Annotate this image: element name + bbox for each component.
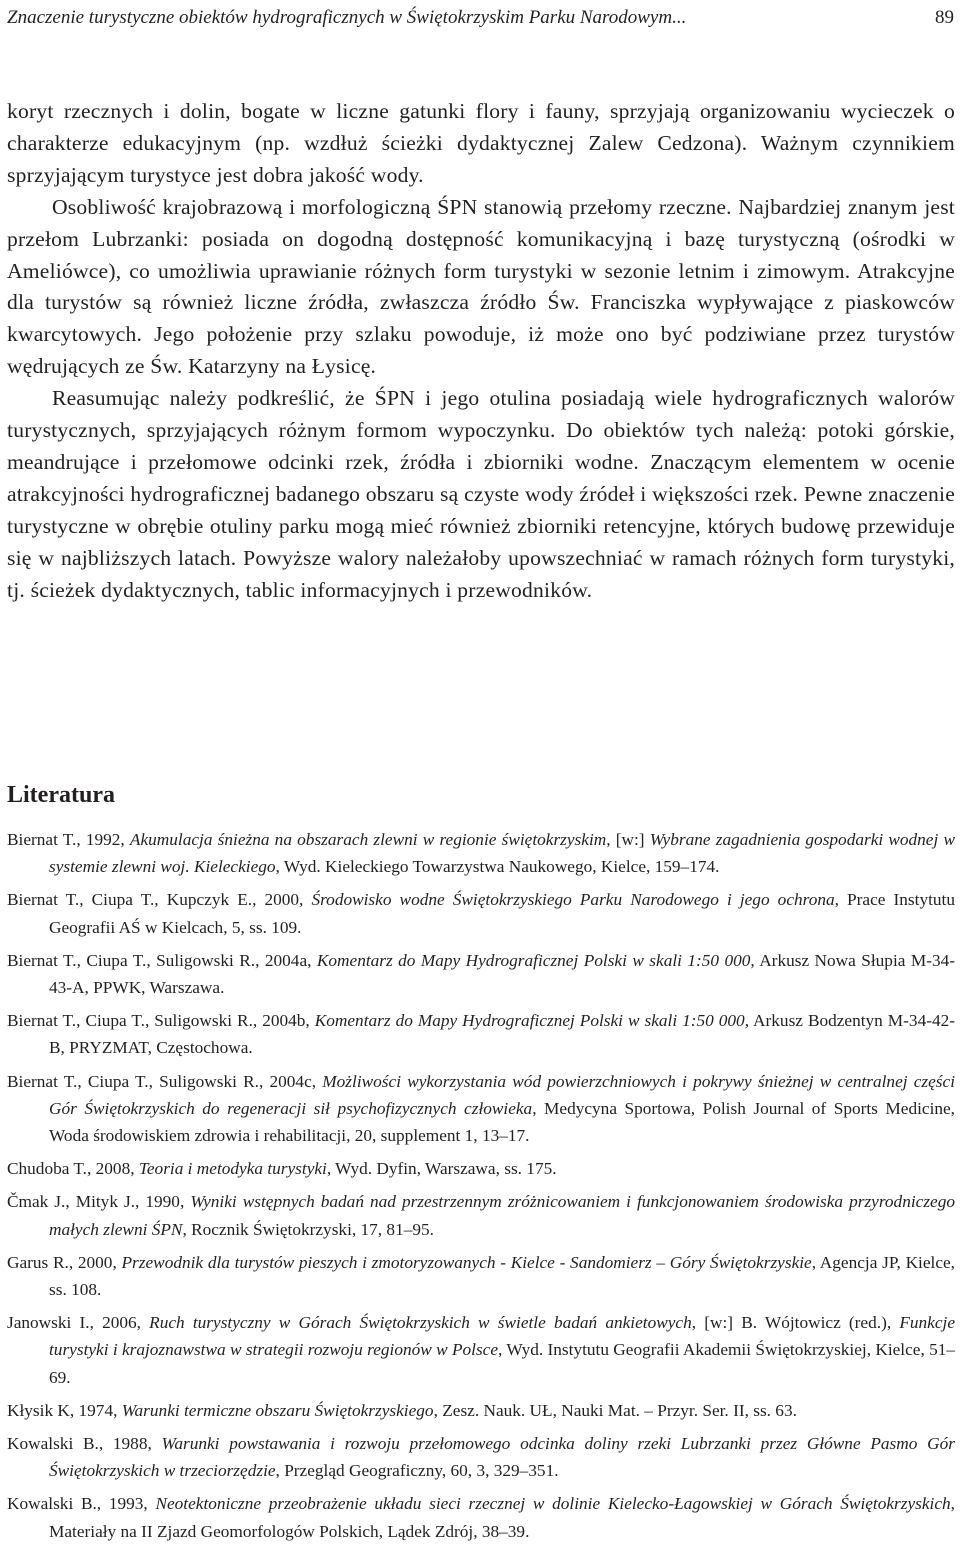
reference-entry [7, 1397, 955, 1424]
reference-title: Komentarz do Mapy Hydrograficznej Polski w skali 1:50 000 [314, 1011, 745, 1031]
reference-text: Čmak J., Mityk J., 1990, [7, 1192, 191, 1212]
reference-text: , Medycyna Sportowa, Polish Journal of Sports Medicine, Woda środowiskiem zdrowia i rehabilitacji, 20, supplement 1, 13–17. [49, 1098, 955, 1146]
reference-text: , Wyd. Kieleckiego Towarzystwa Naukowego, Kielce, 159–174. [275, 857, 720, 877]
running-header [7, 4, 954, 32]
reference-text: Kowalski B., 1988, [7, 1434, 162, 1454]
reference-text: , Arkusz Bodzentyn M-34-42-B, PRYZMAT, Częstochowa. [49, 1011, 956, 1058]
reference-text: , Przegląd Geograficzny, 60, 3, 329–351. [275, 1461, 559, 1481]
reference-text: Biernat T., Ciupa T., Suligowski R., 2004c, [7, 1071, 323, 1091]
reference-entry [7, 947, 955, 1001]
reference-title: Środowisko wodne Świętokrzyskiego Parku Narodowego i jego ochrona [311, 890, 835, 910]
literature-heading: Literatura [7, 782, 115, 808]
reference-title: Neotektoniczne przeobrażenie układu sieci rzecznej w dolinie Kielecko-Łagowskiej w Górach Świętokrzyskich [155, 1494, 951, 1514]
reference-title: Warunki powstawania i rozwoju przełomowego odcinka doliny rzeki Lubrzanki przez Główne Pasmo Gór Świętokrzyskich w trzeciorzędzie [49, 1434, 955, 1481]
paragraph: Osobliwość krajobrazową i morfologiczną ŚPN stanowią przełomy rzeczne. Najbardziej znanym jest przełom Lubrzanki: posiada on dogodną dostępność komunikacyjną i bazę turystyczną (ośrodki w Ameliówce), co umożliwia uprawianie różnych form turystyki w sezonie letnim i zimowym. Atrakcyjne dla turystów są również liczne źródła, zwłaszcza źródło Św. Franciszka wypływające z piaskowców kwarcytowych. Jego położenie przy szlaku powoduje, iż może ono być podziwiane przez turystów wędrujących ze Św. Katarzyny na Łysicę. [7, 194, 955, 379]
reference-entry [7, 886, 955, 940]
reference-text: Janowski I., 2006, [7, 1313, 150, 1333]
reference-entry [7, 1155, 955, 1182]
reference-text: , Prace Instytutu Geografii AŚ w Kielcach, 5, ss. 109. [49, 890, 955, 937]
reference-entry [7, 1309, 955, 1391]
reference-entry [7, 826, 955, 880]
reference-text: Kłysik K, 1974, [7, 1400, 122, 1420]
reference-text: , [w:] B. Wójtowicz (red.), [691, 1313, 900, 1333]
reference-text: , [w:] [606, 830, 650, 849]
reference-text: , Wyd. Instytutu Geografii Akademii Świętokrzyskiej, Kielce, 51–69. [49, 1340, 956, 1387]
reference-entry [7, 1068, 955, 1150]
reference-title: Teoria i metodyka turystyki [138, 1159, 327, 1179]
reference-text: , Rocznik Świętokrzyski, 17, 81–95. [182, 1219, 434, 1239]
reference-text: Biernat T., Ciupa T., Suligowski R., 2004b, [7, 1011, 315, 1031]
reference-title: Przewodnik dla turystów pieszych i zmotoryzowanych - Kielce - Sandomierz – Góry Świętokrzyskie [121, 1252, 812, 1272]
reference-text: , Materiały na II Zjazd Geomorfologów Polskich, Lądek Zdrój, 38–39. [49, 1494, 955, 1541]
reference-text: Kowalski B., 1993, [7, 1494, 156, 1514]
reference-title: Komentarz do Mapy Hydrograficznej Polski w skali 1:50 000 [316, 950, 751, 970]
reference-text: Biernat T., Ciupa T., Suligowski R., 2004a, [7, 950, 317, 970]
reference-entry [7, 1188, 955, 1242]
reference-entry [7, 1430, 955, 1484]
reference-text: Garus R., 2000, [7, 1252, 122, 1272]
reference-entry [7, 1249, 955, 1303]
reference-text: , Arkusz Nowa Słupia M-34-43-A, PPWK, Warszawa. [49, 950, 956, 998]
reference-text: , Zesz. Nauk. UŁ, Nauki Mat. – Przyr. Ser. II, ss. 63. [433, 1400, 797, 1420]
running-title: Znaczenie turystyczne obiektów hydrograficznych w Świętokrzyskim Parku Narodowym... [7, 7, 687, 28]
reference-title: Wybrane zagadnienia gospodarki wodnej w systemie zlewni woj. Kieleckiego [49, 830, 955, 877]
reference-text: Biernat T., Ciupa T., Kupczyk E., 2000, [7, 890, 312, 910]
reference-title: Warunki termiczne obszaru Świętokrzyskiego [121, 1400, 434, 1420]
page-number: 89 [935, 7, 954, 28]
reference-list [7, 826, 955, 1551]
reference-title: Funkcje turystyki i krajoznawstwa w strategii rozwoju regionów w Polsce [49, 1313, 955, 1360]
reference-title: Ruch turystyczny w Górach Świętokrzyskich w świetle badań ankietowych [149, 1313, 692, 1333]
paragraph: koryt rzecznych i dolin, bogate w liczne gatunki flory i fauny, sprzyjają organizowaniu wycieczek o charakterze edukacyjnym (np. wzdłuż ścieżki dydaktycznej Zalew Cedzona). Ważnym czynnikiem sprzyjającym turystyce jest dobra jakość wody. [7, 99, 955, 187]
body-text [7, 96, 955, 607]
reference-text: , Wyd. Dyfin, Warszawa, ss. 175. [326, 1159, 557, 1179]
reference-entry [7, 1007, 955, 1061]
reference-text: , Agencja JP, Kielce, ss. 108. [49, 1252, 955, 1300]
reference-text: Chudoba T., 2008, [7, 1159, 139, 1179]
reference-title: Akumulacja śnieżna na obszarach zlewni w regionie świętokrzyskim [129, 830, 607, 849]
reference-title: Wyniki wstępnych badań nad przestrzennym zróżnicowaniem i funkcjonowaniem środowiska przyrodniczego małych zlewni ŚPN [49, 1192, 955, 1239]
paragraph: Reasumując należy podkreślić, że ŚPN i jego otulina posiadają wiele hydrograficznych walorów turystycznych, sprzyjających różnym formom wypoczynku. Do obiektów tych należą: potoki górskie, meandrujące i przełomowe odcinki rzek, źródła i zbiorniki wodne. Znaczącym elementem w ocenie atrakcyjności hydrograficznej badanego obszaru są czyste wody źródeł i większości rzek. Pewne znaczenie turystyczne w obrębie otuliny parku mogą mieć również zbiorniki retencyjne, których budowę przewiduje się w najbliższych latach. Powyższe walory należałoby upowszechniać w ramach różnych form turystyki, tj. ścieżek dydaktycznych, tablic informacyjnych i przewodników. [7, 386, 955, 602]
reference-text: Biernat T., 1992, [7, 830, 130, 849]
reference-title: Możliwości wykorzystania wód powierzchniowych i pokrywy śnieżnej w centralnej części Gór Świętokrzyskich do regeneracji sił psychofizycznych człowieka [49, 1071, 955, 1118]
